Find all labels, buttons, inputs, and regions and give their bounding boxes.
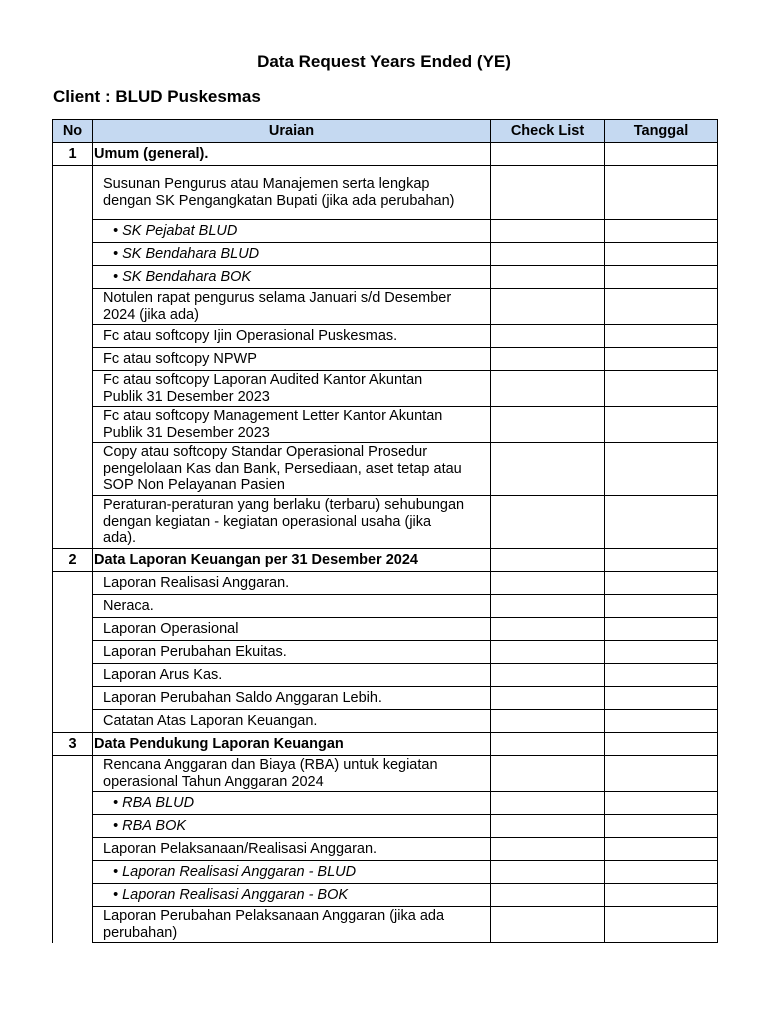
item-text: • Laporan Realisasi Anggaran - BLUD: [93, 861, 491, 884]
table-row: [53, 907, 718, 943]
tanggal-cell[interactable]: [605, 289, 718, 325]
table-row: [53, 371, 718, 407]
tanggal-cell[interactable]: [605, 325, 718, 348]
header-uraian: Uraian: [93, 120, 491, 143]
tanggal-cell[interactable]: [605, 664, 718, 687]
checklist-cell[interactable]: [491, 641, 605, 664]
checklist-cell[interactable]: [491, 815, 605, 838]
item-text: Fc atau softcopy Ijin Operasional Puskesmas.: [93, 325, 491, 348]
section-title: Umum (general).: [93, 143, 491, 166]
tanggal-cell[interactable]: [605, 595, 718, 618]
table-row: [53, 861, 718, 884]
tanggal-cell[interactable]: [605, 618, 718, 641]
no-cell: [53, 166, 93, 220]
no-cell: [53, 710, 93, 733]
table-header-row: [53, 120, 718, 143]
checklist-cell[interactable]: [491, 687, 605, 710]
table-row: [53, 243, 718, 266]
item-text: • SK Bendahara BOK: [93, 266, 491, 289]
section-row: [53, 549, 718, 572]
tanggal-cell[interactable]: [605, 266, 718, 289]
checklist-cell[interactable]: [491, 884, 605, 907]
checklist-cell[interactable]: [491, 907, 605, 943]
tanggal-cell[interactable]: [605, 348, 718, 371]
checklist-cell[interactable]: [491, 243, 605, 266]
checklist-cell[interactable]: [491, 861, 605, 884]
item-text: Fc atau softcopy Management Letter Kantor Akuntan Publik 31 Desember 2023: [93, 407, 491, 443]
document-title: Data Request Years Ended (YE): [257, 52, 511, 71]
tanggal-cell[interactable]: [605, 792, 718, 815]
item-text: Catatan Atas Laporan Keuangan.: [93, 710, 491, 733]
table-row: [53, 838, 718, 861]
checklist-cell[interactable]: [491, 595, 605, 618]
no-cell: [53, 884, 93, 907]
no-cell: [53, 815, 93, 838]
tanggal-cell[interactable]: [605, 443, 718, 496]
checklist-cell[interactable]: [491, 618, 605, 641]
checklist-cell[interactable]: [491, 838, 605, 861]
table-row: [53, 220, 718, 243]
item-text: Laporan Realisasi Anggaran.: [93, 572, 491, 595]
data-request-table: [52, 119, 718, 943]
table-row: [53, 815, 718, 838]
checklist-cell[interactable]: [491, 266, 605, 289]
no-cell: [53, 861, 93, 884]
no-cell: [53, 687, 93, 710]
item-text: Laporan Operasional: [93, 618, 491, 641]
tanggal-cell[interactable]: [605, 756, 718, 792]
tanggal-cell[interactable]: [605, 407, 718, 443]
no-cell: [53, 348, 93, 371]
checklist-cell[interactable]: [491, 407, 605, 443]
table-row: [53, 641, 718, 664]
item-text: Fc atau softcopy NPWP: [93, 348, 491, 371]
checklist-cell[interactable]: [491, 443, 605, 496]
item-text: Fc atau softcopy Laporan Audited Kantor Akuntan Publik 31 Desember 2023: [93, 371, 491, 407]
checklist-cell[interactable]: [491, 325, 605, 348]
table-row: [53, 572, 718, 595]
checklist-cell[interactable]: [491, 733, 605, 756]
checklist-cell[interactable]: [491, 496, 605, 549]
tanggal-cell[interactable]: [605, 687, 718, 710]
section-number: 1: [53, 143, 93, 166]
item-text: Copy atau softcopy Standar Operasional Prosedur pengelolaan Kas dan Bank, Persediaan, aset tetap atau SOP Non Pelayanan Pasien: [93, 443, 491, 496]
checklist-cell[interactable]: [491, 792, 605, 815]
checklist-cell[interactable]: [491, 220, 605, 243]
item-text: Notulen rapat pengurus selama Januari s/d Desember 2024 (jika ada): [93, 289, 491, 325]
no-cell: [53, 838, 93, 861]
no-cell: [53, 243, 93, 266]
table-row: [53, 166, 718, 220]
item-text: • Laporan Realisasi Anggaran - BOK: [93, 884, 491, 907]
tanggal-cell[interactable]: [605, 166, 718, 220]
table-row: [53, 348, 718, 371]
no-cell: [53, 371, 93, 407]
table-row: [53, 496, 718, 549]
tanggal-cell[interactable]: [605, 143, 718, 166]
section-title: Data Laporan Keuangan per 31 Desember 2024: [93, 549, 491, 572]
tanggal-cell[interactable]: [605, 861, 718, 884]
no-cell: [53, 756, 93, 792]
checklist-cell[interactable]: [491, 289, 605, 325]
item-text: Peraturan-peraturan yang berlaku (terbaru) sehubungan dengan kegiatan - kegiatan operasional usaha (jika ada).: [93, 496, 491, 549]
tanggal-cell[interactable]: [605, 371, 718, 407]
table-row: [53, 664, 718, 687]
no-cell: [53, 664, 93, 687]
tanggal-cell[interactable]: [605, 641, 718, 664]
checklist-cell[interactable]: [491, 572, 605, 595]
no-cell: [53, 792, 93, 815]
tanggal-cell[interactable]: [605, 907, 718, 943]
no-cell: [53, 641, 93, 664]
table-row: [53, 618, 718, 641]
tanggal-cell[interactable]: [605, 733, 718, 756]
header-checklist: Check List: [491, 120, 605, 143]
tanggal-cell[interactable]: [605, 220, 718, 243]
tanggal-cell[interactable]: [605, 496, 718, 549]
checklist-cell[interactable]: [491, 166, 605, 220]
table-row: [53, 325, 718, 348]
no-cell: [53, 496, 93, 549]
item-text: Rencana Anggaran dan Biaya (RBA) untuk kegiatan operasional Tahun Anggaran 2024: [93, 756, 491, 792]
checklist-cell[interactable]: [491, 756, 605, 792]
tanggal-cell[interactable]: [605, 838, 718, 861]
header-no: No: [53, 120, 93, 143]
item-text: Laporan Arus Kas.: [93, 664, 491, 687]
no-cell: [53, 325, 93, 348]
section-row: [53, 733, 718, 756]
table-row: [53, 289, 718, 325]
section-title: Data Pendukung Laporan Keuangan: [93, 733, 491, 756]
section-number: 3: [53, 733, 93, 756]
item-text: Susunan Pengurus atau Manajemen serta lengkap dengan SK Pengangkatan Bupati (jika ada perubahan): [93, 166, 491, 220]
tanggal-cell[interactable]: [605, 710, 718, 733]
no-cell: [53, 266, 93, 289]
item-text: Laporan Perubahan Pelaksanaan Anggaran (jika ada perubahan): [93, 907, 491, 943]
table-row: [53, 266, 718, 289]
table-row: [53, 884, 718, 907]
checklist-cell[interactable]: [491, 143, 605, 166]
checklist-cell[interactable]: [491, 348, 605, 371]
table-row: [53, 443, 718, 496]
item-text: • SK Bendahara BLUD: [93, 243, 491, 266]
table-row: [53, 595, 718, 618]
no-cell: [53, 595, 93, 618]
section-row: [53, 143, 718, 166]
no-cell: [53, 443, 93, 496]
item-text: Laporan Pelaksanaan/Realisasi Anggaran.: [93, 838, 491, 861]
item-text: Neraca.: [93, 595, 491, 618]
no-cell: [53, 220, 93, 243]
no-cell: [53, 407, 93, 443]
checklist-cell[interactable]: [491, 710, 605, 733]
tanggal-cell[interactable]: [605, 243, 718, 266]
tanggal-cell[interactable]: [605, 549, 718, 572]
tanggal-cell[interactable]: [605, 884, 718, 907]
table-row: [53, 687, 718, 710]
checklist-cell[interactable]: [491, 549, 605, 572]
item-text: • SK Pejabat BLUD: [93, 220, 491, 243]
tanggal-cell[interactable]: [605, 815, 718, 838]
table-row: [53, 792, 718, 815]
header-tanggal: Tanggal: [605, 120, 718, 143]
table-row: [53, 710, 718, 733]
no-cell: [53, 907, 93, 943]
no-cell: [53, 618, 93, 641]
item-text: • RBA BOK: [93, 815, 491, 838]
tanggal-cell[interactable]: [605, 572, 718, 595]
checklist-cell[interactable]: [491, 371, 605, 407]
no-cell: [53, 289, 93, 325]
no-cell: [53, 572, 93, 595]
item-text: Laporan Perubahan Ekuitas.: [93, 641, 491, 664]
item-text: • RBA BLUD: [93, 792, 491, 815]
section-number: 2: [53, 549, 93, 572]
table-row: [53, 756, 718, 792]
client-name: Client : BLUD Puskesmas: [53, 87, 261, 106]
table-row: [53, 407, 718, 443]
checklist-cell[interactable]: [491, 664, 605, 687]
item-text: Laporan Perubahan Saldo Anggaran Lebih.: [93, 687, 491, 710]
